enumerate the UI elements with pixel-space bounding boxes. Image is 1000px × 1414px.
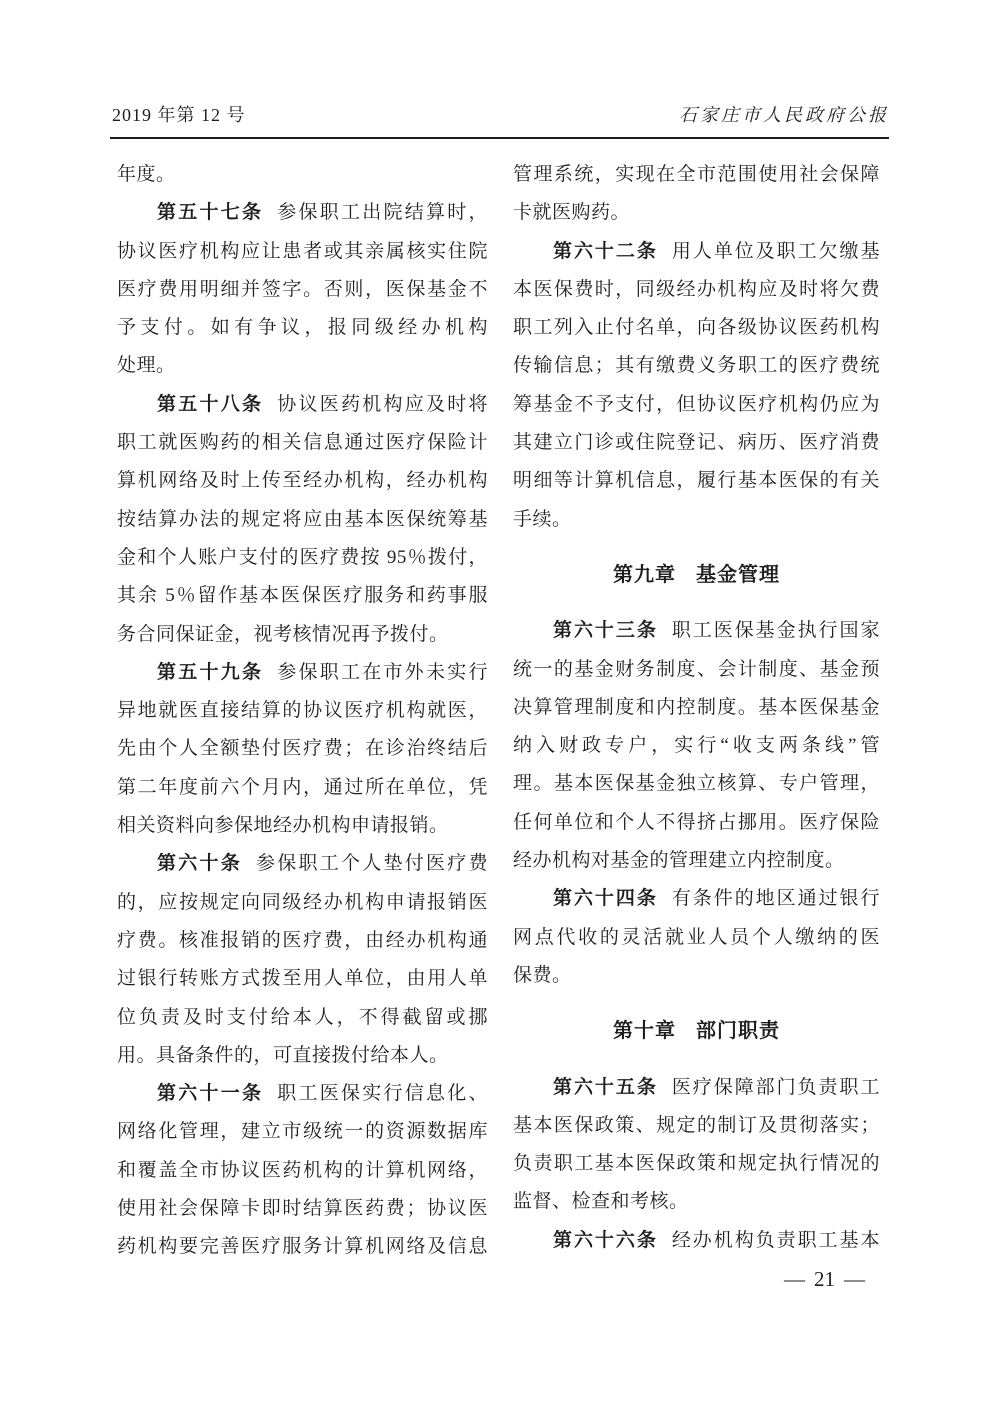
body-text-line: 经办机构对基金的管理建立内控制度。 — [513, 850, 845, 872]
article-number: 第六十二条 — [553, 240, 658, 262]
body-text-line: 第二年度前六个月内，通过所在单位，凭 — [117, 776, 488, 798]
article-first-line: 第五十七条 参保职工出院结算时， — [157, 202, 488, 224]
body-text-line: 金和个人账户支付的医疗费按 95％拨付， — [117, 546, 488, 568]
article-first-line: 第六十五条 医疗保障部门负责职工 — [553, 1076, 880, 1098]
body-text-line: 年度。 — [117, 164, 176, 185]
body-text-line: 明细等计算机信息，履行基本医保的有关 — [513, 470, 880, 492]
page-number: 21 — [814, 1267, 835, 1291]
body-text-line: 负责职工基本医保政策和规定执行情况的 — [513, 1153, 880, 1175]
body-text-line: 手续。 — [513, 508, 572, 530]
article-number: 第六十四条 — [553, 888, 658, 910]
body-text-line: 卡就医购药。 — [513, 202, 631, 224]
page-header — [112, 101, 889, 127]
chapter-number: 第九章 — [613, 563, 676, 586]
article-number: 第六十五条 — [553, 1076, 658, 1098]
body-text-line: 使用社会保障卡即时结算医药费；协议医 — [117, 1198, 488, 1220]
issue-number: 2019 年第 12 号 — [112, 105, 246, 125]
body-text-line: 监督、检查和考核。 — [513, 1191, 689, 1213]
article-number: 第五十九条 — [157, 661, 264, 683]
body-text-line: 统一的基金财务制度、会计制度、基金预 — [513, 658, 880, 680]
right-text-column — [513, 156, 880, 1260]
body-text-line: 网点代收的灵活就业人员个人缴纳的医 — [513, 926, 880, 948]
article-number: 第六十三条 — [553, 620, 658, 642]
body-text-line: 理。基本医保基金独立核算、专户管理， — [513, 773, 880, 795]
body-text-line: 筹基金不予支付，但协议医疗机构仍应为 — [513, 393, 880, 415]
body-text-line: 位负责及时支付给本人，不得截留或挪 — [117, 1006, 488, 1028]
body-text-line: 疗费。核准报销的医疗费，由经办机构通 — [117, 929, 488, 951]
chapter-heading — [513, 1012, 880, 1050]
body-text-line: 处理。 — [117, 355, 176, 377]
chapter-number: 第十章 — [613, 1020, 676, 1043]
body-text-line: 基本医保政策、规定的制订及贯彻落实； — [513, 1114, 880, 1136]
body-text-line: 纳入财政专户，实行“收支两条线”管 — [513, 735, 880, 757]
body-text-line: 予支付。如有争议，报同级经办机构 — [117, 317, 488, 339]
header-rule — [110, 137, 889, 139]
body-text-line: 和覆盖全市协议医药机构的计算机网络， — [117, 1159, 488, 1181]
chapter-title: 基金管理 — [696, 563, 780, 586]
article-number: 第六十一条 — [157, 1083, 264, 1105]
body-text-line: 其余 5％留作基本医保医疗服务和药事服 — [117, 585, 488, 607]
article-number: 第六十条 — [157, 853, 242, 875]
body-text-line: 药机构要完善医疗服务计算机网络及信息 — [117, 1236, 488, 1258]
article-first-line: 第六十三条 职工医保基金执行国家 — [553, 620, 880, 642]
body-text-line: 的，应按规定向同级经办机构申请报销医 — [117, 891, 488, 913]
body-text-line: 网络化管理，建立市级统一的资源数据库 — [117, 1121, 488, 1143]
body-text-line: 职工就医购药的相关信息通过医疗保险计 — [117, 432, 488, 454]
body-text-line: 用。具备条件的，可直接拨付给本人。 — [117, 1044, 449, 1066]
page-footer — [513, 1260, 874, 1298]
left-text-column — [117, 156, 488, 1267]
body-text-line: 本医保费时，同级经办机构应及时将欠费 — [513, 278, 880, 300]
page-number-dash-left: — — [784, 1267, 805, 1291]
article-first-line: 第五十八条 协议医药机构应及时将 — [157, 393, 488, 415]
body-text-line: 按结算办法的规定将应由基本医保统筹基 — [117, 508, 488, 530]
body-text-line: 任何单位和个人不得挤占挪用。医疗保险 — [513, 811, 880, 833]
article-number: 第五十八条 — [157, 393, 264, 415]
article-first-line: 第五十九条 参保职工在市外未实行 — [157, 661, 488, 683]
article-first-line: 第六十六条 经办机构负责职工基本 — [553, 1229, 880, 1251]
article-first-line: 第六十四条 有条件的地区通过银行 — [553, 888, 880, 910]
page-number-dash-right: — — [844, 1267, 865, 1291]
publication-title: 石家庄市人民政府公报 — [679, 105, 889, 125]
chapter-heading — [513, 556, 880, 594]
body-text-line: 务合同保证金，视考核情况再予拨付。 — [117, 623, 449, 645]
body-text-line: 决算管理制度和内控制度。基本医保基金 — [513, 696, 880, 718]
body-text-line: 管理系统，实现在全市范围使用社会保障 — [513, 164, 880, 185]
body-text-line: 协议医疗机构应让患者或其亲属核实住院 — [117, 240, 488, 262]
body-text-line: 医疗费用明细并签字。否则，医保基金不 — [117, 278, 488, 300]
body-text-line: 算机网络及时上传至经办机构，经办机构 — [117, 470, 488, 492]
article-first-line: 第六十条 参保职工个人垫付医疗费 — [157, 853, 488, 875]
body-text-line: 相关资料向参保地经办机构申请报销。 — [117, 815, 449, 837]
body-text-line: 先由个人全额垫付医疗费；在诊治终结后 — [117, 738, 488, 760]
body-text-line: 其建立门诊或住院登记、病历、医疗消费 — [513, 432, 880, 454]
article-number: 第五十七条 — [157, 202, 264, 224]
body-text-line: 保费。 — [513, 964, 572, 986]
article-first-line: 第六十二条 用人单位及职工欠缴基 — [553, 240, 880, 262]
body-text-line: 异地就医直接结算的协议医疗机构就医， — [117, 700, 488, 722]
article-first-line: 第六十一条 职工医保实行信息化、 — [157, 1083, 488, 1105]
body-text-line: 传输信息；其有缴费义务职工的医疗费统 — [513, 355, 880, 377]
article-number: 第六十六条 — [553, 1229, 658, 1251]
body-text-line: 职工列入止付名单，向各级协议医药机构 — [513, 317, 880, 339]
body-text-line: 过银行转账方式拨至用人单位，由用人单 — [117, 968, 488, 990]
chapter-title: 部门职责 — [696, 1020, 780, 1043]
